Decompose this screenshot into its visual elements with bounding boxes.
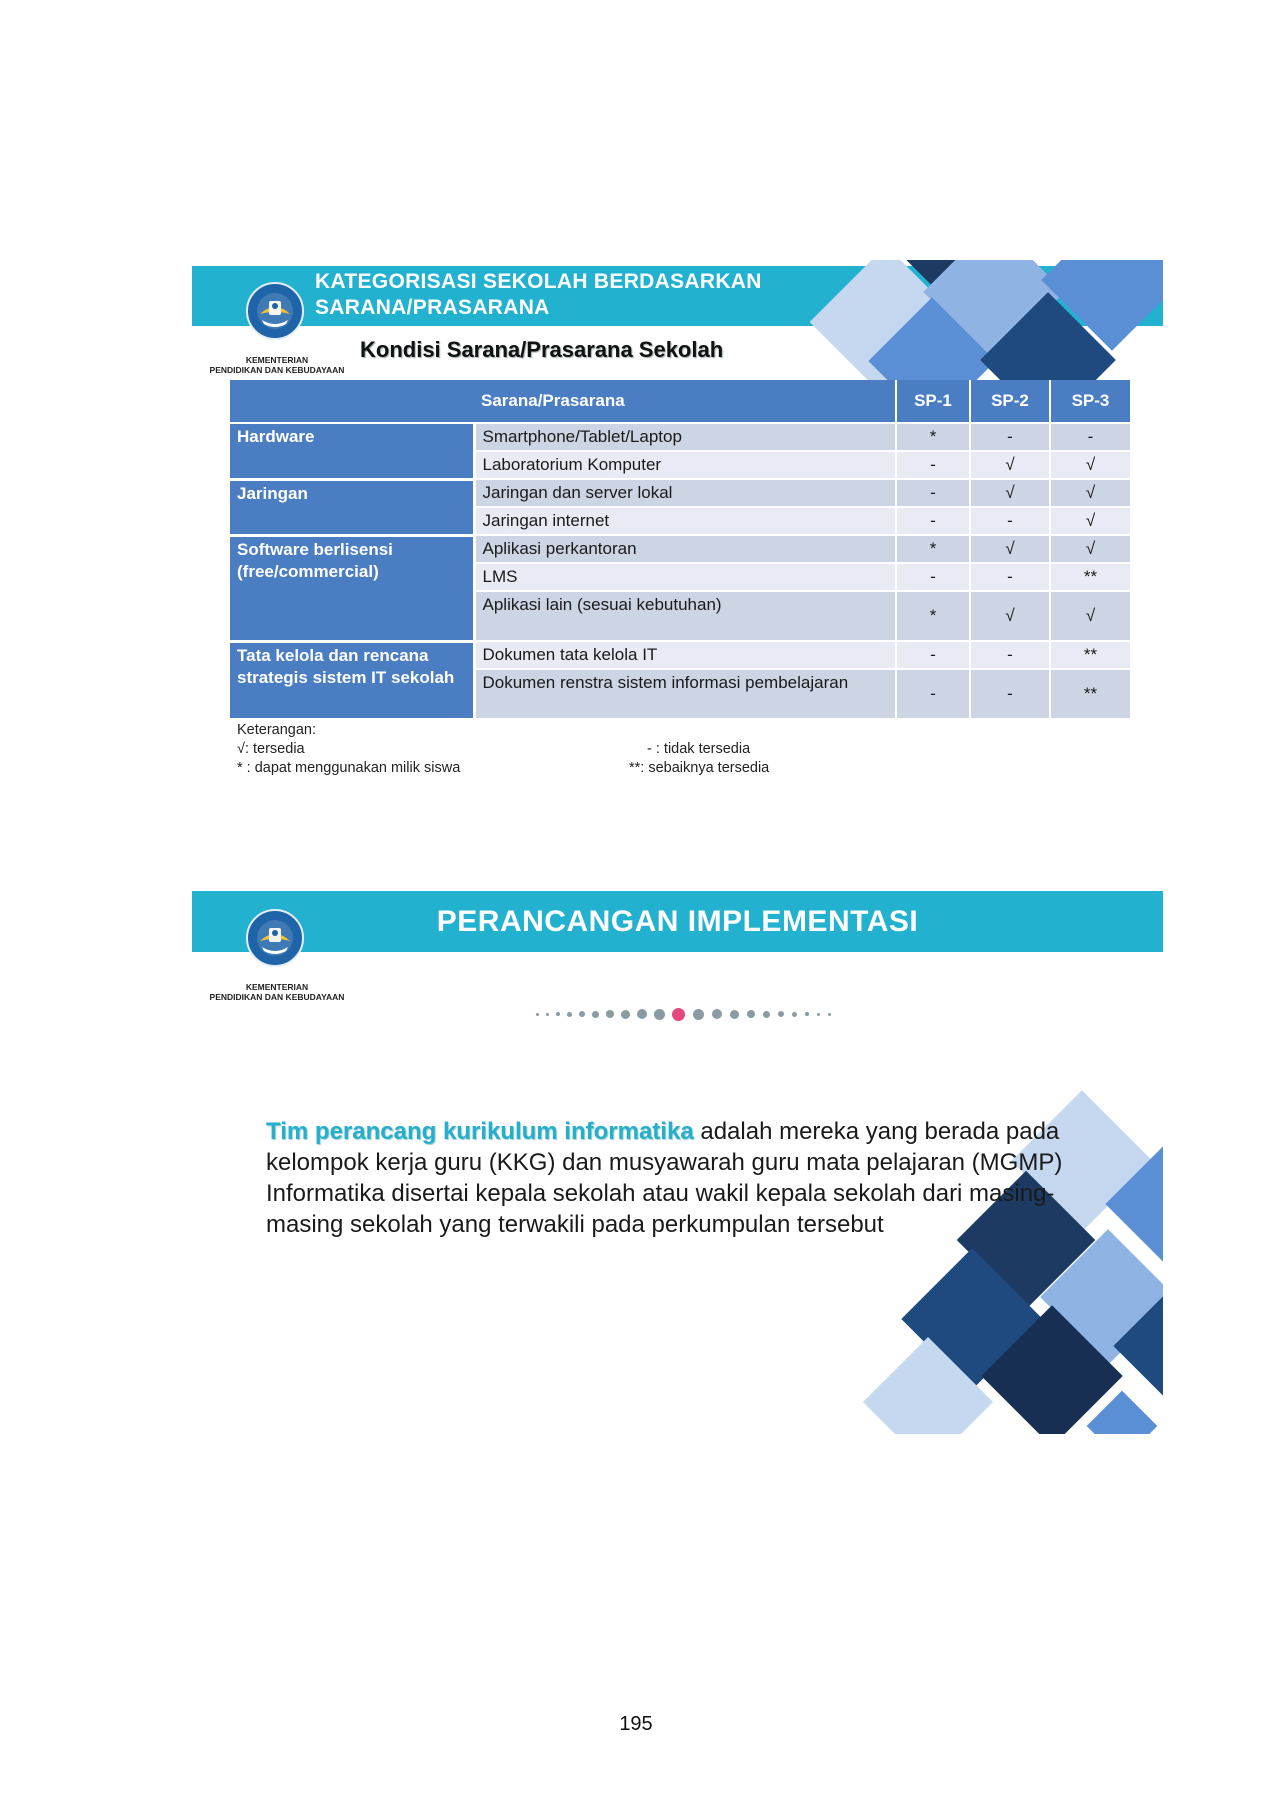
table-row (230, 535, 1131, 563)
progress-dot (621, 1010, 630, 1019)
header-sarana: Sarana/Prasarana (474, 380, 896, 423)
row-sp3: - (1050, 423, 1131, 451)
row-item: Smartphone/Tablet/Laptop (474, 423, 896, 451)
row-sp2: - (970, 507, 1050, 535)
paragraph-text: adalah mereka yang berada pada kelompok kerja guru (KKG) dan musyawarah guru mata pelajaran (MGMP) Informatika disertai kepala sekolah atau wakil kepala sekolah dari masing-masing sekolah yang terwakili pada perkumpulan tersebut (266, 1118, 1063, 1238)
page-number: 195 (619, 1713, 653, 1735)
row-sp1: - (896, 507, 970, 535)
row-sp2: √ (970, 479, 1050, 507)
row-sp2: - (970, 641, 1050, 669)
facilities-table (230, 380, 1132, 721)
table-header-row (230, 380, 1131, 423)
ministry-logo (246, 909, 304, 967)
row-sp2: √ (970, 451, 1050, 479)
row-sp3: ** (1050, 669, 1131, 719)
progress-dot (579, 1011, 585, 1017)
row-item: Dokumen tata kelola IT (474, 641, 896, 669)
row-sp1: * (896, 535, 970, 563)
row-item: Jaringan dan server lokal (474, 479, 896, 507)
row-sp2: - (970, 563, 1050, 591)
progress-dot (546, 1013, 549, 1016)
row-sp3: ** (1050, 563, 1131, 591)
slide-title: PERANCANGAN IMPLEMENTASI (436, 905, 919, 938)
slide-kategorisasi (192, 260, 1163, 790)
legend-title: Keterangan: (237, 722, 317, 738)
category-jaringan: Jaringan (230, 479, 474, 535)
header-sp1: SP-1 (896, 380, 970, 423)
slide-perancangan (192, 891, 1163, 1434)
progress-dot (747, 1010, 755, 1018)
row-sp3: √ (1050, 535, 1131, 563)
progress-dot (556, 1012, 560, 1016)
progress-dot (606, 1010, 614, 1018)
progress-dot (778, 1011, 784, 1017)
row-item: Aplikasi perkantoran (474, 535, 896, 563)
table-row (230, 641, 1131, 669)
row-sp1: - (896, 641, 970, 669)
ministry-name: KEMENTERIAN PENDIDIKAN DAN KEBUDAYAAN (209, 355, 345, 375)
body-paragraph (266, 1116, 1091, 1240)
progress-dot (637, 1009, 647, 1019)
row-sp1: - (896, 563, 970, 591)
progress-dot (567, 1012, 572, 1017)
category-software: Software berlisensi (free/commercial) (230, 535, 474, 641)
progress-dot (828, 1013, 831, 1016)
table-row (230, 423, 1131, 451)
progress-dot (730, 1010, 739, 1019)
row-sp3: √ (1050, 451, 1131, 479)
progress-dot-active (672, 1008, 685, 1021)
header-sp3: SP-3 (1050, 380, 1131, 423)
slide-title: KATEGORISASI SEKOLAH BERDASARKAN SARANA/PRASARANA (315, 270, 762, 319)
progress-dot (792, 1012, 797, 1017)
legend-student-owned: * : dapat menggunakan milik siswa (237, 760, 461, 776)
progress-dot (805, 1012, 809, 1016)
legend-should-available: **: sebaiknya tersedia (629, 760, 770, 776)
category-tata-kelola: Tata kelola dan rencana strategis sistem IT sekolah (230, 641, 474, 719)
table-row (230, 479, 1131, 507)
row-sp3: ** (1050, 641, 1131, 669)
progress-dot (693, 1009, 704, 1020)
row-item: LMS (474, 563, 896, 591)
legend-not-available: - : tidak tersedia (647, 741, 751, 757)
row-sp1: - (896, 669, 970, 719)
tut-wuri-handayani-icon (248, 284, 302, 338)
progress-dot (592, 1011, 599, 1018)
row-sp3: √ (1050, 479, 1131, 507)
table-subtitle: Kondisi Sarana/Prasarana Sekolah (360, 337, 724, 362)
row-sp1: * (896, 591, 970, 641)
row-sp1: - (896, 451, 970, 479)
row-item: Dokumen renstra sistem informasi pembelajaran (474, 669, 896, 719)
progress-dot (763, 1011, 770, 1018)
row-item: Laboratorium Komputer (474, 451, 896, 479)
ministry-name: KEMENTERIAN PENDIDIKAN DAN KEBUDAYAAN (209, 982, 345, 1002)
row-sp2: √ (970, 535, 1050, 563)
header-sp2: SP-2 (970, 380, 1050, 423)
row-sp2: - (970, 423, 1050, 451)
row-item: Aplikasi lain (sesuai kebutuhan) (474, 591, 896, 641)
progress-dot (536, 1013, 539, 1016)
slide-progress-dots (536, 1004, 896, 1024)
ministry-logo (246, 282, 304, 340)
category-hardware: Hardware (230, 423, 474, 479)
row-sp3: √ (1050, 507, 1131, 535)
row-sp3: √ (1050, 591, 1131, 641)
progress-dot (817, 1013, 820, 1016)
row-sp1: - (896, 479, 970, 507)
tut-wuri-handayani-icon (248, 911, 302, 965)
row-item: Jaringan internet (474, 507, 896, 535)
legend-available: √: tersedia (237, 741, 305, 757)
highlight-text: Tim perancang kurikulum informatika (266, 1118, 694, 1145)
legend-left (237, 721, 460, 778)
row-sp2: √ (970, 591, 1050, 641)
decorative-squares-top (792, 260, 1163, 380)
progress-dot (654, 1009, 665, 1020)
row-sp2: - (970, 669, 1050, 719)
progress-dot (712, 1009, 722, 1019)
row-sp1: * (896, 423, 970, 451)
header-empty (230, 380, 474, 423)
legend-right (629, 740, 769, 778)
